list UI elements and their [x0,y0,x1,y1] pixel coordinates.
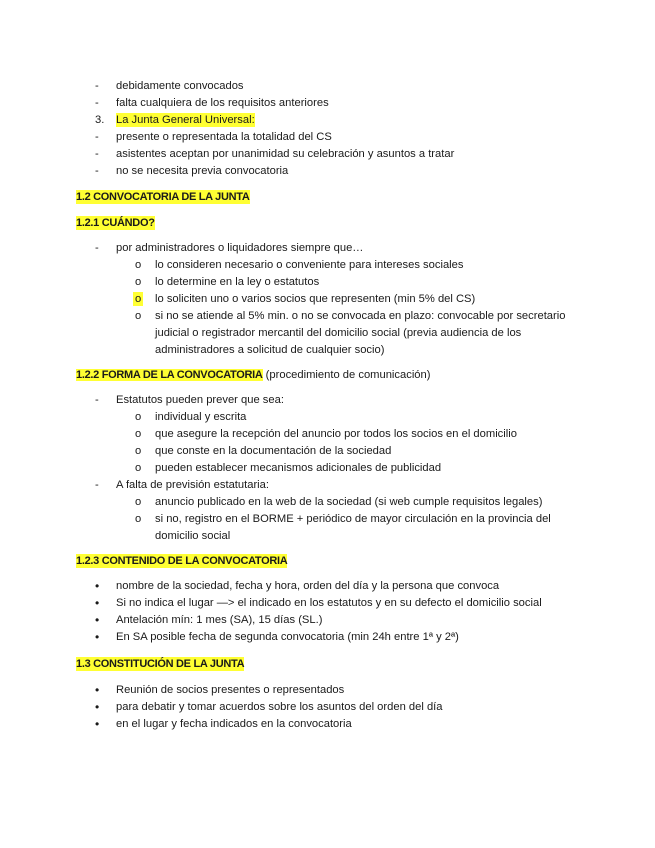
list-marker: 3. [95,114,105,126]
list-item: individual y escrita [155,411,247,423]
list-marker: o [135,513,142,525]
list-item: falta cualquiera de los requisitos anteriores [116,97,329,109]
list-item: A falta de previsión estatutaria: [116,479,269,491]
bullet-marker: • [95,613,100,627]
list-item: lo soliciten uno o varios socios que representen (min 5% del CS) [155,293,476,305]
list-marker: - [95,242,99,254]
list-item-line: si no, registro en el BORME + periódico de mayor circulación en la provincia del [155,513,551,525]
list-item: Antelación mín: 1 mes (SA), 15 días (SL.) [116,614,323,626]
list-item: para debatir y tomar acuerdos sobre los asuntos del orden del día [116,701,443,713]
bullet-marker: • [95,717,100,731]
list-item: lo determine en la ley o estatutos [155,276,320,288]
list-marker: o [135,276,142,288]
list-item-line: administradores a solicitud de cualquier socio) [155,344,385,356]
list-item: que asegure la recepción del anuncio por todos los socios en el domicilio [155,428,517,440]
list-item: nombre de la sociedad, fecha y hora, orden del día y la persona que convoca [116,580,500,592]
section-heading-suffix: (procedimiento de comunicación) [262,369,431,381]
list-item-line: judicial o registrador mercantil del domicilio social (previa audiencia de los [155,327,522,339]
bullet-marker: • [95,579,100,593]
list-item: pueden establecer mecanismos adicionales de publicidad [155,462,442,474]
list-marker: o [135,411,142,423]
bullet-marker: • [95,683,100,697]
list-item: Si no indica el lugar —> el indicado en los estatutos y en su defecto el domicilio social [116,597,542,609]
list-item: no se necesita previa convocatoria [116,165,289,177]
list-item: En SA posible fecha de segunda convocatoria (min 24h entre 1ª y 2ª) [116,631,459,643]
section-heading-1-3: 1.3 CONSTITUCIÓN DE LA JUNTA [76,658,245,670]
list-item: asistentes aceptan por unanimidad su celebración y asuntos a tratar [116,148,455,160]
list-item: lo consideren necesario o conveniente para intereses sociales [155,259,464,271]
list-item: presente o representada la totalidad del CS [116,131,332,143]
bullet-marker: • [95,596,100,610]
list-marker: - [95,148,99,160]
list-item: que conste en la documentación de la sociedad [155,445,392,457]
list-marker: - [95,394,99,406]
section-heading-1-2-3: 1.2.3 CONTENIDO DE LA CONVOCATORIA [76,555,288,567]
bullet-marker: • [95,630,100,644]
list-item: en el lugar y fecha indicados en la convocatoria [116,718,352,730]
list-item-line: si no se atiende al 5% min. o no se convocada en plazo: convocable por secretario [155,310,566,322]
list-marker: - [95,97,99,109]
list-marker: o [135,293,142,305]
list-item: debidamente convocados [116,80,244,92]
list-marker: - [95,80,99,92]
list-marker: o [135,445,142,457]
section-heading-1-2-1: 1.2.1 CUÁNDO? [76,217,155,229]
bullet-marker: • [95,700,100,714]
list-item: por administradores o liquidadores siempre que… [116,242,364,254]
section-heading-1-2-2-row [76,368,430,382]
list-marker: - [95,131,99,143]
list-marker: - [95,165,99,177]
list-marker: o [135,310,142,322]
list-marker: o [135,428,142,440]
list-item: Reunión de socios presentes o representados [116,684,345,696]
list-marker: o [135,462,142,474]
section-heading-1-2-2: 1.2.2 FORMA DE LA CONVOCATORIA [76,369,263,381]
list-item-line: domicilio social [155,530,231,542]
list-marker: o [135,496,142,508]
section-heading-1-2: 1.2 CONVOCATORIA DE LA JUNTA [76,191,250,203]
list-item: Estatutos pueden prever que sea: [116,394,284,406]
list-item: anuncio publicado en la web de la sociedad (si web cumple requisitos legales) [155,496,543,508]
junta-universal-label: La Junta General Universal: [116,114,255,126]
list-marker: - [95,479,99,491]
list-marker: o [135,259,142,271]
